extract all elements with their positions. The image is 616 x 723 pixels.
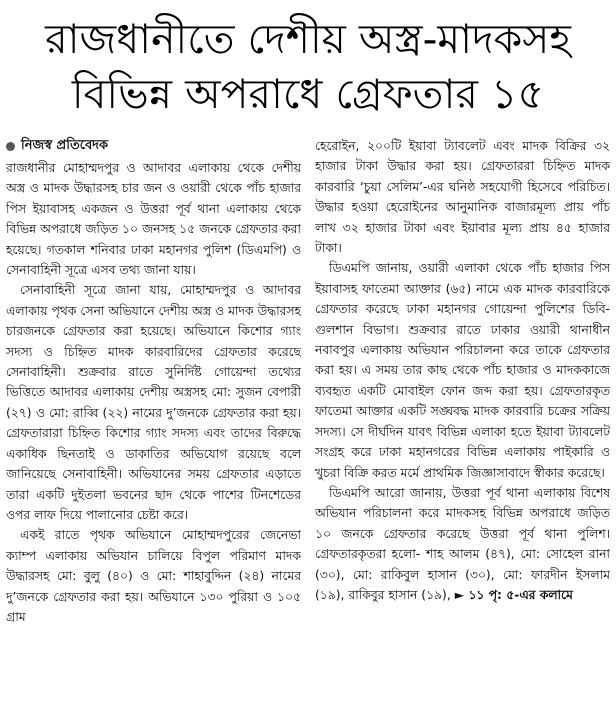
column-left: [6, 136, 301, 719]
article-body: [6, 136, 610, 719]
paragraph: ডিএমপি জানায়, ওয়ারী এলাকা থেকে পাঁচ হাজার পিস ইয়াবাসহ ফাতেমা আক্তার (৬৫) নামে এক মাদক কারবারিকে গ্রেফতার করেছে ঢাকা মহানগর গোয়েন্দা পুলিশের ডিবি-গুলশান বিভাগ। শুক্রবার রাতে ঢাকার ওয়ারী থানাধীন নবাবপুর এলাকায় অভিযান পরিচালনা করে তাকে গ্রেফতার করা হয়। এ সময় তার কাছ থেকে পাঁচ হাজার ও মাদককাজে ব্যবহৃত একটি মোবাইল ফোন জব্দ করা হয়। গ্রেফতারকৃত ফাতেমা আক্তার একটি সঙ্ঘবদ্ধ মাদক কারবারি চক্রের সক্রিয় সদস্য। সে দীর্ঘদিন যাবৎ বিভিন্ন এলাকা হতে ইয়াবা ট্যাবলেট সংগ্রহ করে ঢাকা মহানগরের বিভিন্ন এলাকায় পাইকারি ও খুচরা বিক্রি করত মর্মে প্রাথমিক জিজ্ঞাসাবাদে স্বীকার করেছে।: [315, 261, 610, 480]
paragraph: সেনাবাহিনী সূত্রে জানা যায়, মোহাম্মদপুর ও আদাবর এলাকায় পৃথক সেনা অভিযানে দেশীয় অস্ত্র ও মাদক উদ্ধারসহ চারজনকে গ্রেফতার করা হয়েছে। অভিযানে কিশোর গ্যাং সদস্য ও চিহ্নিত মাদক কারবারিদের গ্রেফতার করেছে সেনাবাহিনী। শুক্রবার রাতে সুনির্দিষ্ট গোয়েন্দা তথ্যের ভিত্তিতে আদাবর এলাকায় দেশীয় অস্ত্রসহ মো: সুজন বেপারী (২৭) ও মো: রাব্বি (২২) নামের দু’জনকে গ্রেফতার করা হয়। গ্রেফতারারা চিহ্নিত কিশোর গ্যাং সদস্য এবং তাদের বিরুদ্ধে একাধিক ছিনতাই ও ডাকাতির অভিযোগ রয়েছে বলে জানিয়েছে সেনাবাহিনী। অভিযানের সময় গ্রেফতার এড়াতে তারা একটি দুইতলা ভবনের ছাদ থেকে পাশের টিনশেডের ওপর লাফ দিয়ে পালানোর চেষ্টা করে।: [6, 283, 301, 522]
bullet-icon: [6, 142, 15, 151]
headline: [4, 0, 612, 122]
headline-line-2: বিভিন্ন অপরাধে গ্রেফতার ১৫: [71, 70, 545, 118]
paragraph: হেরোইন, ২০০টি ইয়াবা ট্যাবলেট এবং মাদক বিক্রির ৩২ হাজার টাকা উদ্ধার করা হয়। গ্রেফতাররা চিহ্নিত মাদক কারবারি ‘চুয়া সেলিম’-এর ঘনিষ্ঠ সহযোগী হিসেবে পরিচিত। উদ্ধার হওয়া হেরোইনের আনুমানিক বাজারমূল্য প্রায় পাঁচ লাখ ৩২ হাজার টাকা এবং ইয়াবার মূল্য প্রায় ৪৫ হাজার টাকা।: [315, 139, 610, 256]
paragraph: রাজধানীর মোহাম্মদপুর ও আদাবর এলাকায় থেকে দেশীয় অস্ত্র ও মাদক উদ্ধারসহ চার জন ও ওয়ারী থেকে পাঁচ হাজার পিস ইয়াবাসহ একজন ও উত্তরা পূর্ব থানা এলাকায় থেকে বিভিন্ন অপরাধে জড়িত ১০ জনসহ ১৫ জনকে গ্রেফতার করা হয়েছে। গতকাল শনিবার ঢাকা মহানগর পুলিশ (ডিএমপি) ও সেনাবাহিনী সূত্রে এসব তথ্য জানা যায়।: [6, 161, 301, 278]
paragraph: [315, 483, 610, 605]
headline-line-1: রাজধানীতে দেশীয় অস্ত্র-মাদকসহ: [45, 15, 571, 63]
column-right: [315, 136, 610, 719]
byline-text: নিজস্ব প্রতিবেদক: [21, 138, 109, 153]
continuation-note: ► ১১ পৃ: ৫-এর কলামে: [454, 587, 573, 602]
paragraph-text: ডিএমপি আরো জানায়, উত্তরা পূর্ব থানা এলাকায় বিশেষ অভিযান পরিচালনা করে মাদকসহ বিভিন্ন অপরাধে জড়িত ১০ জনকে গ্রেফতার করেছে উত্তরা পূর্ব থানা পুলিশ। গ্রেফতারকৃতরা হলো- শাহ আলম (৪৭), মো: সোহেল রানা (৩০), মো: রাকিবুল হাসান (৩০), মো: ফারদীন ইসলাম (১৯), রাকিবুর হাসান (১৯),: [315, 485, 610, 602]
byline: [6, 136, 301, 156]
paragraph: একই রাতে পৃথক অভিযানে মোহাম্মদপুরের জেনেভা ক্যাম্প এলাকায় অভিযান চালিয়ে বিপুল পরিমাণ মাদক উদ্ধারসহ মো: বুলু (৪০) ও মো: শাহাবুদ্দিন (২৪) নামের দু’জনকে গ্রেফতার করা হয়। অভিযানে ১৩০ পুরিয়া ও ১০৫ গ্রাম: [6, 528, 301, 624]
continuation-text: ১১ পৃ: ৫-এর কলামে: [468, 587, 573, 602]
